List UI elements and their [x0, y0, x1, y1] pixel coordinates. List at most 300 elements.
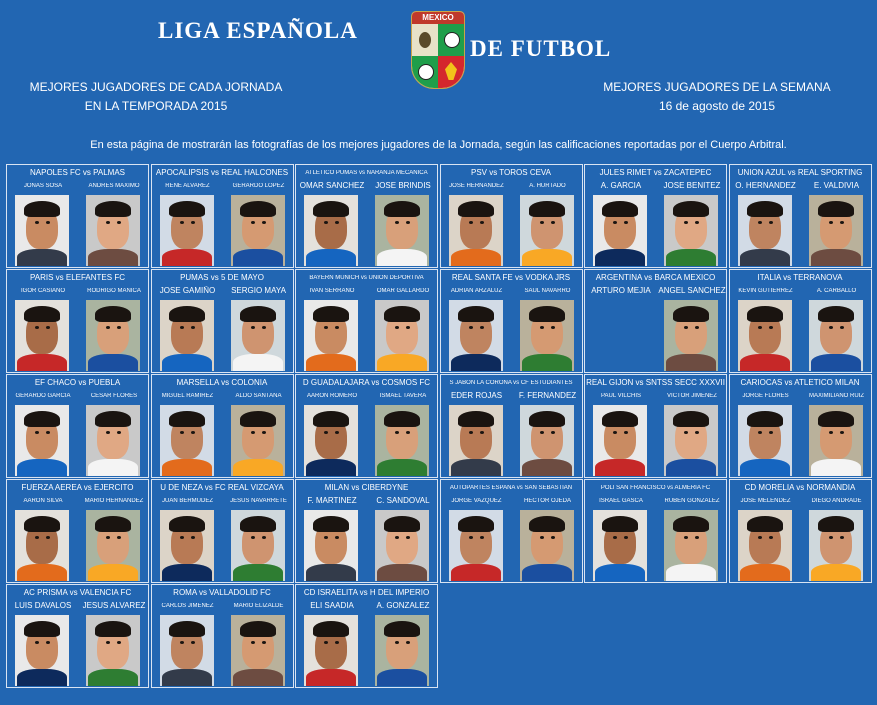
- eye-shape: [829, 536, 833, 539]
- player-photo: [304, 405, 358, 476]
- shirt-shape: [522, 354, 572, 371]
- hair-shape: [458, 201, 494, 217]
- eye-shape: [395, 536, 399, 539]
- eye-shape: [613, 431, 617, 434]
- hair-shape: [24, 621, 60, 637]
- shirt-shape: [233, 354, 283, 371]
- player-photo: [304, 300, 358, 371]
- player-photo: [231, 510, 285, 581]
- match-card: [151, 584, 294, 688]
- player-name: C. SANDOVAL: [376, 496, 430, 505]
- hair-shape: [818, 516, 854, 532]
- eye-shape: [251, 326, 255, 329]
- player-photo: [86, 405, 140, 476]
- eye-shape: [180, 431, 184, 434]
- eye-shape: [46, 221, 50, 224]
- eye-shape: [324, 641, 328, 644]
- hair-shape: [24, 411, 60, 427]
- player-photo: [449, 510, 503, 581]
- eye-shape: [395, 326, 399, 329]
- shirt-shape: [88, 354, 138, 371]
- player-photo: [449, 300, 503, 371]
- match-title: ARGENTINA vs BARCA MEXICO: [595, 273, 716, 282]
- player-name: ISMAEL TAVERA: [379, 393, 427, 399]
- player-name: ANDRES MAXIMO: [88, 183, 140, 189]
- eye-shape: [469, 431, 473, 434]
- eye-shape: [191, 536, 195, 539]
- player-name: A. CARBALLO: [816, 288, 857, 294]
- hair-shape: [169, 516, 205, 532]
- hair-shape: [602, 411, 638, 427]
- eye-shape: [406, 221, 410, 224]
- hair-shape: [313, 201, 349, 217]
- shirt-shape: [666, 459, 716, 476]
- eye-shape: [840, 326, 844, 329]
- player-photo: [304, 195, 358, 266]
- hair-shape: [24, 516, 60, 532]
- hair-shape: [240, 201, 276, 217]
- eye-shape: [406, 641, 410, 644]
- eye-shape: [335, 221, 339, 224]
- eye-shape: [695, 326, 699, 329]
- match-title: JULES RIMET vs ZACATEPEC: [599, 168, 712, 177]
- match-card: [295, 269, 438, 373]
- eye-shape: [758, 536, 762, 539]
- hair-shape: [602, 201, 638, 217]
- eye-shape: [540, 326, 544, 329]
- eye-shape: [35, 536, 39, 539]
- eye-shape: [180, 536, 184, 539]
- player-name: JESUS NAVARRETE: [230, 498, 287, 504]
- crest-lion-icon: [438, 56, 464, 88]
- match-card: [151, 164, 294, 268]
- player-photo: [86, 300, 140, 371]
- player-name: O. HERNANDEZ: [735, 181, 796, 190]
- eye-shape: [180, 326, 184, 329]
- hair-shape: [747, 516, 783, 532]
- shirt-shape: [522, 249, 572, 266]
- player-name: ARTURO MEJIA: [591, 286, 651, 295]
- player-name: GERARDO GARCIA: [15, 393, 71, 399]
- player-name: HECTOR OJEDA: [524, 498, 571, 504]
- hair-shape: [24, 201, 60, 217]
- player-photo: [304, 615, 358, 686]
- hair-shape: [240, 621, 276, 637]
- shirt-shape: [595, 564, 645, 581]
- eye-shape: [117, 536, 121, 539]
- shirt-shape: [306, 669, 356, 686]
- match-title: CD MORELIA vs NORMANDIA: [744, 483, 856, 492]
- match-title: REAL SANTA FE vs VODKA JRS: [451, 273, 571, 282]
- shirt-shape: [811, 249, 861, 266]
- shirt-shape: [162, 564, 212, 581]
- player-photo: [809, 405, 863, 476]
- hair-shape: [458, 306, 494, 322]
- player-name: F. MARTINEZ: [307, 496, 357, 505]
- eye-shape: [117, 641, 121, 644]
- eye-shape: [758, 326, 762, 329]
- player-name: GERARDO LOPEZ: [232, 183, 285, 189]
- hair-shape: [384, 201, 420, 217]
- player-name: PAUL VILCHIS: [600, 393, 641, 399]
- player-photo: [738, 300, 792, 371]
- shirt-shape: [17, 249, 67, 266]
- shirt-shape: [595, 249, 645, 266]
- eye-shape: [395, 641, 399, 644]
- player-name: AARON ROMERO: [306, 393, 357, 399]
- eye-shape: [551, 536, 555, 539]
- eye-shape: [758, 431, 762, 434]
- match-card: [6, 269, 149, 373]
- eye-shape: [117, 221, 121, 224]
- eye-shape: [624, 431, 628, 434]
- hair-shape: [169, 201, 205, 217]
- eye-shape: [106, 641, 110, 644]
- hair-shape: [818, 201, 854, 217]
- eye-shape: [769, 431, 773, 434]
- shirt-shape: [377, 249, 427, 266]
- player-photo: [231, 615, 285, 686]
- hair-shape: [313, 306, 349, 322]
- player-name: A. HURTADO: [529, 183, 566, 189]
- match-title: ATLETICO PUMAS vs NARANJA MECANICA: [305, 170, 428, 176]
- match-title: S JABON LA CORONA vs CF ESTUDIANTES: [449, 380, 573, 386]
- player-photo: [231, 405, 285, 476]
- player-name: MARIO ELIZALDE: [233, 603, 284, 609]
- eye-shape: [191, 431, 195, 434]
- player-name: RUBEN GONZALEZ: [664, 498, 720, 504]
- player-photo: [86, 615, 140, 686]
- player-name: CARLOS JIMENEZ: [161, 603, 214, 609]
- hair-shape: [95, 516, 131, 532]
- eye-shape: [191, 641, 195, 644]
- player-photo: [86, 195, 140, 266]
- eye-shape: [335, 431, 339, 434]
- player-name: OMAR GALLARDO: [376, 288, 430, 294]
- player-name: IVAN SERRANO: [309, 288, 355, 294]
- eye-shape: [480, 431, 484, 434]
- shirt-shape: [17, 564, 67, 581]
- eye-shape: [106, 221, 110, 224]
- player-name: SAUL NAVARRO: [524, 288, 571, 294]
- player-name: SERGIO MAYA: [231, 286, 286, 295]
- hair-shape: [458, 516, 494, 532]
- match-card: [584, 164, 727, 268]
- eye-shape: [769, 326, 773, 329]
- player-photo: [449, 195, 503, 266]
- player-name: JORGE FLORES: [742, 393, 789, 399]
- player-photo: [160, 300, 214, 371]
- hair-shape: [24, 306, 60, 322]
- match-title: PSV vs TOROS CEVA: [470, 168, 552, 177]
- intro-text: En esta página de mostrarán las fotografías de los mejores jugadores de la Jornada, según las calificaciones reportadas por el Cuerpo Arbitral.: [90, 139, 787, 151]
- eye-shape: [406, 326, 410, 329]
- match-card: [584, 479, 727, 583]
- player-name: RODRIGO MANICA: [87, 288, 141, 294]
- eye-shape: [180, 641, 184, 644]
- shirt-shape: [451, 354, 501, 371]
- hair-shape: [673, 411, 709, 427]
- player-photo: [375, 405, 429, 476]
- mexico-crest-logo: [412, 12, 464, 88]
- hair-shape: [529, 306, 565, 322]
- eye-shape: [829, 221, 833, 224]
- match-title: EF CHACO vs PUEBLA: [34, 378, 121, 387]
- site-title-right: DE FUTBOL: [470, 36, 612, 61]
- eye-shape: [262, 536, 266, 539]
- eye-shape: [324, 326, 328, 329]
- hair-shape: [95, 411, 131, 427]
- hair-shape: [95, 201, 131, 217]
- eye-shape: [117, 431, 121, 434]
- eye-shape: [829, 431, 833, 434]
- eye-shape: [251, 536, 255, 539]
- hair-shape: [169, 411, 205, 427]
- match-title: REAL GIJON vs SNTSS SECC XXXVII: [586, 378, 725, 387]
- shirt-shape: [17, 459, 67, 476]
- player-photo: [160, 195, 214, 266]
- eye-shape: [395, 221, 399, 224]
- eye-shape: [624, 536, 628, 539]
- player-name: JORGE VAZQUEZ: [451, 498, 502, 504]
- player-name: VICTOR JIMENEZ: [667, 393, 717, 399]
- eye-shape: [106, 536, 110, 539]
- eye-shape: [540, 221, 544, 224]
- hair-shape: [384, 411, 420, 427]
- match-title: APOCALIPSIS vs REAL HALCONES: [155, 168, 289, 177]
- eye-shape: [46, 326, 50, 329]
- eye-shape: [262, 326, 266, 329]
- shirt-shape: [306, 354, 356, 371]
- hair-shape: [673, 516, 709, 532]
- eye-shape: [335, 536, 339, 539]
- hair-shape: [529, 201, 565, 217]
- player-photo: [520, 510, 574, 581]
- hair-shape: [95, 306, 131, 322]
- eye-shape: [840, 221, 844, 224]
- player-name: RENE ALVAREZ: [165, 183, 210, 189]
- player-photo: [15, 615, 69, 686]
- player-photo: [231, 300, 285, 371]
- player-name: CESAR FLORES: [90, 393, 138, 399]
- shirt-shape: [740, 354, 790, 371]
- match-title: FUERZA AEREA vs EJERCITO: [21, 483, 134, 492]
- eye-shape: [46, 536, 50, 539]
- hair-shape: [240, 411, 276, 427]
- shirt-shape: [88, 564, 138, 581]
- eye-shape: [695, 431, 699, 434]
- eye-shape: [551, 326, 555, 329]
- match-title: AC PRISMA vs VALENCIA FC: [23, 588, 132, 597]
- match-card: [151, 269, 294, 373]
- shirt-shape: [666, 249, 716, 266]
- shirt-shape: [233, 669, 283, 686]
- eye-shape: [35, 326, 39, 329]
- shirt-shape: [162, 249, 212, 266]
- eye-shape: [540, 431, 544, 434]
- match-card: [729, 374, 872, 478]
- shirt-shape: [377, 669, 427, 686]
- eye-shape: [191, 221, 195, 224]
- hair-shape: [602, 516, 638, 532]
- player-photo: [375, 195, 429, 266]
- shirt-shape: [306, 249, 356, 266]
- shirt-shape: [522, 564, 572, 581]
- shirt-shape: [17, 354, 67, 371]
- shirt-shape: [306, 459, 356, 476]
- player-name: A. GONZALEZ: [376, 601, 430, 610]
- eye-shape: [251, 431, 255, 434]
- eye-shape: [46, 431, 50, 434]
- match-title: U DE NEZA vs FC REAL VIZCAYA: [160, 483, 284, 492]
- hair-shape: [529, 516, 565, 532]
- shirt-shape: [88, 249, 138, 266]
- eye-shape: [469, 221, 473, 224]
- eye-shape: [117, 326, 121, 329]
- match-card: [729, 164, 872, 268]
- player-photo: [449, 405, 503, 476]
- player-photo: [520, 300, 574, 371]
- subtitle-season: EN LA TEMPORADA 2015: [84, 99, 228, 113]
- eye-shape: [395, 431, 399, 434]
- match-title: D GUADALAJARA vs COSMOS FC: [302, 378, 431, 387]
- player-name: JOSE GAMIÑO: [159, 286, 216, 295]
- player-photo: [809, 510, 863, 581]
- player-photo: [160, 405, 214, 476]
- player-photo: [160, 510, 214, 581]
- match-title: MARSELLA vs COLONIA: [176, 378, 268, 387]
- player-name: E. VALDIVIA: [813, 181, 860, 190]
- eye-shape: [324, 221, 328, 224]
- hair-shape: [169, 306, 205, 322]
- site-title-left: LIGA ESPAÑOLA: [158, 18, 358, 43]
- hair-shape: [384, 621, 420, 637]
- eye-shape: [35, 431, 39, 434]
- player-photo: [593, 405, 647, 476]
- match-title: CARIOCAS vs ATLETICO MILAN: [740, 378, 860, 387]
- eye-shape: [469, 326, 473, 329]
- shirt-shape: [451, 249, 501, 266]
- eye-shape: [551, 221, 555, 224]
- eye-shape: [613, 221, 617, 224]
- match-card: [584, 269, 727, 373]
- match-title: PUMAS vs 5 DE MAYO: [180, 273, 264, 282]
- crest-ball-icon: [412, 56, 438, 88]
- player-name: OMAR SANCHEZ: [299, 181, 365, 190]
- shirt-shape: [233, 249, 283, 266]
- player-name: KEVIN GUTIERREZ: [738, 288, 793, 294]
- player-photo: [304, 510, 358, 581]
- player-photo: [375, 300, 429, 371]
- shirt-shape: [162, 669, 212, 686]
- hair-shape: [169, 621, 205, 637]
- match-card: [6, 584, 149, 688]
- shirt-shape: [811, 354, 861, 371]
- shirt-shape: [522, 459, 572, 476]
- shirt-shape: [233, 564, 283, 581]
- player-name: JOSE MELENDEZ: [740, 498, 791, 504]
- eye-shape: [551, 431, 555, 434]
- player-name: JUAN BERMUDEZ: [161, 498, 213, 504]
- hair-shape: [384, 306, 420, 322]
- match-title: ITALIA vs TERRANOVA: [757, 273, 843, 282]
- player-photo: [664, 405, 718, 476]
- hair-shape: [313, 411, 349, 427]
- match-title: CD ISRAELITA vs H DEL IMPERIO: [303, 588, 430, 597]
- match-card: [295, 479, 438, 583]
- player-name: MIGUEL RAMIREZ: [161, 393, 214, 399]
- hair-shape: [747, 201, 783, 217]
- player-photo: [738, 510, 792, 581]
- eye-shape: [684, 431, 688, 434]
- eye-shape: [480, 221, 484, 224]
- eye-shape: [769, 536, 773, 539]
- player-photo: [809, 300, 863, 371]
- player-photo: [664, 300, 718, 371]
- eye-shape: [335, 326, 339, 329]
- eye-shape: [46, 641, 50, 644]
- player-photo: [375, 510, 429, 581]
- eye-shape: [469, 536, 473, 539]
- eye-shape: [406, 431, 410, 434]
- shirt-shape: [740, 564, 790, 581]
- eye-shape: [324, 536, 328, 539]
- shirt-shape: [595, 459, 645, 476]
- shirt-shape: [162, 459, 212, 476]
- player-name: JOSE HERNANDEZ: [449, 183, 504, 189]
- player-photo: [738, 195, 792, 266]
- eye-shape: [191, 326, 195, 329]
- player-name: ELI SAADIA: [310, 601, 354, 610]
- hair-shape: [747, 306, 783, 322]
- eye-shape: [829, 326, 833, 329]
- shirt-shape: [666, 564, 716, 581]
- match-title: ROMA vs VALLADOLID FC: [173, 588, 271, 597]
- shirt-shape: [451, 459, 501, 476]
- shirt-shape: [740, 459, 790, 476]
- hair-shape: [240, 306, 276, 322]
- hair-shape: [313, 621, 349, 637]
- player-name: MAXIMILIANO RUIZ: [808, 393, 864, 399]
- eye-shape: [262, 431, 266, 434]
- crest-banner: MEXICO: [412, 12, 464, 24]
- eye-shape: [251, 221, 255, 224]
- player-photo: [520, 195, 574, 266]
- eye-shape: [262, 641, 266, 644]
- player-name: EDER ROJAS: [450, 391, 503, 400]
- shirt-shape: [451, 564, 501, 581]
- match-card: [440, 164, 583, 268]
- player-photo: [520, 405, 574, 476]
- eye-shape: [180, 221, 184, 224]
- player-name: ANGEL SANCHEZ: [658, 286, 726, 295]
- player-photo: [809, 195, 863, 266]
- eye-shape: [695, 536, 699, 539]
- eye-shape: [684, 536, 688, 539]
- match-title: POLI SAN FRANCISCO vs ALMERIA FC: [600, 485, 711, 491]
- eye-shape: [106, 326, 110, 329]
- subtitle-jornada: MEJORES JUGADORES DE CADA JORNADA: [29, 80, 283, 94]
- hair-shape: [818, 411, 854, 427]
- player-photo: [664, 510, 718, 581]
- match-title: BAYERN MUNICH vs UNION DEPORTIVA: [309, 275, 424, 281]
- player-photo: [375, 615, 429, 686]
- shirt-shape: [162, 354, 212, 371]
- match-card: [295, 374, 438, 478]
- eye-shape: [840, 431, 844, 434]
- player-photo: [160, 615, 214, 686]
- shirt-shape: [88, 669, 138, 686]
